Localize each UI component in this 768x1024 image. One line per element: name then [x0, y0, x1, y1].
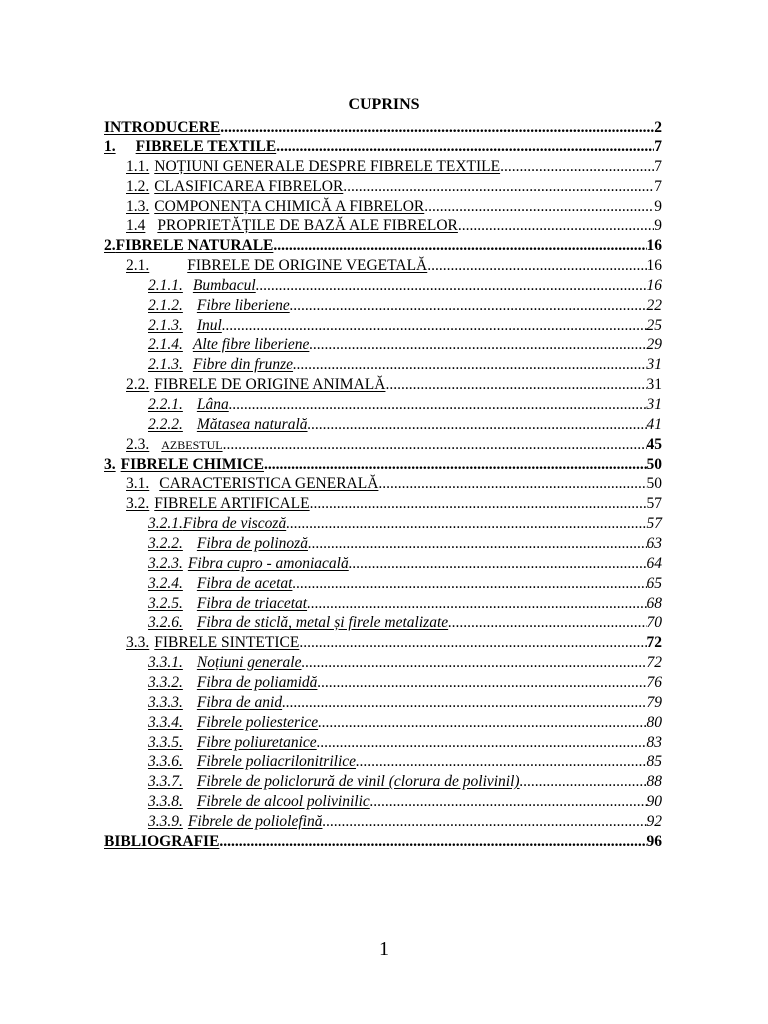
toc-entry-number: 3.3.9. — [148, 813, 183, 830]
toc-entry-section-1-1[interactable] — [126, 157, 662, 177]
dot-leader — [219, 832, 646, 852]
toc-entry-title: 2.1.3. Fibre din frunze — [148, 356, 294, 373]
toc-entry-chapter-2[interactable] — [104, 236, 662, 256]
toc-entry-number: 3.2.3. — [148, 555, 183, 572]
toc-entry-section-1-3[interactable] — [126, 197, 662, 217]
dot-leader — [427, 256, 646, 276]
toc-entry-subsection-3-3-2[interactable] — [148, 673, 662, 693]
dot-leader — [293, 355, 646, 375]
toc-entry-title: 1.4 PROPRIETĂȚILE DE BAZĂ ALE FIBRELOR — [126, 217, 458, 234]
dot-leader — [302, 653, 647, 673]
dot-leader — [370, 792, 647, 812]
toc-entry-number: 3.2. — [126, 495, 150, 512]
toc-entry-number: 3.2.6. — [148, 614, 183, 631]
toc-entry-title: 1.3. COMPONENȚA CHIMICĂ A FIBRELOR — [126, 198, 425, 215]
toc-entry-page: 16 — [646, 257, 662, 274]
toc-entry-subsection-3-3-4[interactable] — [148, 713, 662, 733]
toc-entry-title: 2.1.3. Inul — [148, 317, 222, 334]
toc-entry-page: 72 — [646, 654, 662, 671]
dot-leader — [448, 613, 646, 633]
toc-entry-section-2-2[interactable] — [126, 375, 662, 395]
toc-entry-number: 2.2.1. — [148, 396, 183, 413]
toc-entry-subsection-3-2-1[interactable] — [148, 514, 662, 534]
toc-entry-page: 80 — [646, 714, 662, 731]
toc-entry-page: 16 — [646, 277, 662, 294]
toc-entry-subsection-3-2-6[interactable] — [148, 613, 662, 633]
toc-entry-page: 9 — [654, 198, 662, 215]
toc-entry-number: 2. — [104, 237, 116, 254]
page-number: 1 — [379, 938, 389, 960]
toc-entry-number: 3.3.4. — [148, 714, 183, 731]
toc-entry-page: 29 — [646, 336, 662, 353]
toc-entry-page: 7 — [654, 178, 662, 195]
toc-entry-number: 3.3.3. — [148, 694, 183, 711]
dot-leader — [458, 216, 654, 236]
toc-entry-title: INTRODUCERE — [104, 119, 221, 136]
toc-entry-page: 2 — [654, 119, 662, 136]
toc-entry-page: 68 — [646, 595, 662, 612]
toc-entry-subsection-3-3-7[interactable] — [148, 772, 662, 792]
dot-leader — [356, 752, 646, 772]
toc-entry-page: 7 — [654, 158, 662, 175]
toc-entry-page: 22 — [646, 297, 662, 314]
toc-entry-number: 1. — [104, 138, 116, 155]
toc-entry-page: 16 — [646, 237, 662, 254]
toc-entry-number: 1.1. — [126, 158, 150, 175]
toc-entry-page: 70 — [646, 614, 662, 631]
toc-entry-section-3-3[interactable] — [126, 633, 662, 653]
toc-entry-title: 3.3.7. Fibrele de policlorură de vinil (clorura de polivinil) — [148, 773, 520, 790]
toc-entry-subsection-2-1-3[interactable] — [148, 316, 662, 336]
toc-entry-subsection-2-2-2[interactable] — [148, 415, 662, 435]
toc-entry-subsection-2-1-5[interactable] — [148, 355, 662, 375]
toc-entry-number: 3.3.6. — [148, 753, 183, 770]
toc-entry-subsection-2-1-1[interactable] — [148, 276, 662, 296]
toc-entry-subsection-3-3-3[interactable] — [148, 693, 662, 713]
dot-leader — [256, 276, 647, 296]
toc-entry-number: 2.2.2. — [148, 416, 183, 433]
toc-entry-title: BIBLIOGRAFIE — [104, 833, 220, 850]
toc-entry-subsection-3-2-2[interactable] — [148, 534, 662, 554]
toc-entry-title: 3.3. FIBRELE SINTETICE — [126, 634, 300, 651]
toc-entry-chapter-1[interactable] — [104, 137, 662, 157]
toc-entry-page: 41 — [646, 416, 662, 433]
toc-entry-page: 50 — [646, 456, 662, 473]
dot-leader — [310, 494, 647, 514]
dot-leader — [343, 177, 654, 197]
toc-entry-section-1-2[interactable] — [126, 177, 662, 197]
toc-entry-number: 2.1.4. — [148, 336, 183, 353]
dot-leader — [229, 395, 647, 415]
toc-entry-subsection-3-2-5[interactable] — [148, 594, 662, 614]
toc-entry-page: 31 — [646, 396, 662, 413]
toc-entry-page: 9 — [654, 217, 662, 234]
toc-entry-title: 3.3.9. Fibrele de poliolefină — [148, 813, 323, 830]
toc-entry-title: 3.2.5. Fibra de triacetat — [148, 595, 308, 612]
dot-leader — [282, 693, 646, 713]
toc-entry-subsection-2-2-1[interactable] — [148, 395, 662, 415]
toc-entry-subsection-3-3-5[interactable] — [148, 733, 662, 753]
dot-leader — [322, 812, 646, 832]
toc-entry-page: 31 — [646, 376, 662, 393]
toc-entry-number: 2.1.3. — [148, 317, 183, 334]
toc-entry-number: 2.1.3. — [148, 356, 183, 373]
toc-entry-subsection-3-3-6[interactable] — [148, 752, 662, 772]
toc-entry-title: 1. FIBRELE TEXTILE — [104, 138, 277, 155]
toc-entry-number: 2.1.1. — [148, 277, 183, 294]
toc-entry-number: 1.4 — [126, 217, 146, 234]
toc-entry-subsection-3-3-9[interactable] — [148, 812, 662, 832]
toc-entry-title: 3. FIBRELE CHIMICE — [104, 456, 265, 473]
toc-entry-section-2-3[interactable] — [126, 435, 662, 455]
toc-entry-title: 3.2. FIBRELE ARTIFICALE — [126, 495, 310, 512]
toc-entry-number: 3.3.5. — [148, 734, 183, 751]
toc-entry-title: 3.3.1. Noțiuni generale — [148, 654, 302, 671]
toc-entry-subsection-2-1-2[interactable] — [148, 296, 662, 316]
dot-leader — [220, 118, 654, 138]
toc-entry-page: 76 — [646, 674, 662, 691]
toc-entry-section-2-1[interactable] — [126, 256, 662, 276]
toc-entry-number: 3.3.8. — [148, 793, 183, 810]
toc-entry-number: 3.3. — [126, 634, 150, 651]
toc-entry-number: 3.3.2. — [148, 674, 183, 691]
toc-entry-page: 92 — [646, 813, 662, 830]
toc-entry-subsection-2-1-4[interactable] — [148, 335, 662, 355]
toc-entry-title: 2.1.4. Alte fibre liberiene — [148, 336, 310, 353]
toc-entry-title: 3.2.4. Fibra de acetat — [148, 575, 293, 592]
toc-entry-section-3-2[interactable] — [126, 494, 662, 514]
dot-leader — [286, 514, 646, 534]
dot-leader — [309, 335, 646, 355]
dot-leader — [317, 733, 647, 753]
toc-entry-title: 3.3.3. Fibra de anid — [148, 694, 283, 711]
dot-leader — [307, 594, 646, 614]
dot-leader — [290, 296, 647, 316]
toc-entry-title: 2.1.2. Fibre liberiene — [148, 297, 290, 314]
toc-entry-title: 2.1.1. Bumbacul — [148, 277, 256, 294]
toc-entry-page: 83 — [646, 734, 662, 751]
toc-entry-subsection-3-2-4[interactable] — [148, 574, 662, 594]
toc-entry-section-3-1[interactable] — [126, 474, 662, 494]
toc-entry-number: 3.2.2. — [148, 535, 183, 552]
dot-leader — [317, 673, 646, 693]
dot-leader — [308, 415, 647, 435]
toc-entry-subsection-3-2-3[interactable] — [148, 554, 662, 574]
toc-entry-title: 1.1. NOȚIUNI GENERALE DESPRE FIBRELE TEXTILE — [126, 158, 501, 175]
toc-entry-page: 31 — [646, 356, 662, 373]
toc-entry-chapter-3[interactable] — [104, 455, 662, 475]
toc-entry-bibliografie[interactable] — [104, 832, 662, 852]
dot-leader — [222, 316, 647, 336]
toc-entry-number: 3.2.5. — [148, 595, 183, 612]
dot-leader — [500, 157, 654, 177]
toc-entry-page: 85 — [646, 753, 662, 770]
toc-entry-number: 1.2. — [126, 178, 150, 195]
toc-entry-title: 1.2. CLASIFICAREA FIBRELOR — [126, 178, 344, 195]
toc-entry-page: 63 — [646, 535, 662, 552]
dot-leader — [292, 574, 646, 594]
toc-entry-number: 1.3. — [126, 198, 150, 215]
dot-leader — [299, 633, 646, 653]
toc-title: CUPRINS — [348, 96, 420, 113]
toc-entry-title: 3.3.4. Fibrele poliesterice — [148, 714, 319, 731]
toc-entry-title: 2.2.2. Mătasea naturală — [148, 416, 308, 433]
toc-entry-title: 3.2.1.Fibra de viscoză — [148, 515, 287, 532]
toc-entry-title: 3.2.2. Fibra de polinoză — [148, 535, 308, 552]
toc-entry-page: 57 — [646, 495, 662, 512]
dot-leader — [424, 197, 654, 217]
toc-entry-page: 7 — [654, 138, 662, 155]
dot-leader — [273, 236, 646, 256]
toc-entry-title: 3.3.8. Fibrele de alcool polivinilic — [148, 793, 370, 810]
dot-leader — [349, 554, 647, 574]
dot-leader — [520, 772, 647, 792]
toc-entry-subsection-3-3-8[interactable] — [148, 792, 662, 812]
toc-entry-number: 3.3.7. — [148, 773, 183, 790]
toc-entry-title: 3.3.2. Fibra de poliamidă — [148, 674, 318, 691]
toc-entry-page: 90 — [646, 793, 662, 810]
toc-entry-number: 2.1.2. — [148, 297, 183, 314]
toc-entry-page: 65 — [646, 575, 662, 592]
dot-leader — [276, 137, 654, 157]
toc-entry-page: 72 — [646, 634, 662, 651]
toc-entry-number: 3.1. — [126, 475, 150, 492]
toc-entry-page: 25 — [646, 317, 662, 334]
toc-entry-number: 2.2. — [126, 376, 150, 393]
toc-entry-title: 2.3. AZBESTUL — [126, 436, 223, 453]
toc-entry-page: 79 — [646, 694, 662, 711]
toc-entry-title: 3.3.5. Fibre poliuretanice — [148, 734, 317, 751]
toc-entry-number: 2.1. — [126, 257, 150, 274]
toc-entry-page: 88 — [646, 773, 662, 790]
dot-leader — [385, 375, 646, 395]
toc-entry-page: 45 — [646, 436, 662, 453]
toc-entry-title: 2.FIBRELE NATURALE — [104, 237, 274, 254]
toc-entry-page: 64 — [646, 555, 662, 572]
dot-leader — [308, 534, 647, 554]
dot-leader — [223, 435, 647, 455]
toc-entry-number: 3.2.4. — [148, 575, 183, 592]
dot-leader — [378, 474, 646, 494]
toc-entry-subsection-3-3-1[interactable] — [148, 653, 662, 673]
dot-leader — [318, 713, 646, 733]
toc-entry-introducere[interactable] — [104, 118, 662, 138]
toc-entry-page: 57 — [646, 515, 662, 532]
toc-entry-page: 96 — [646, 833, 662, 850]
toc-entry-title: 3.2.6. Fibra de sticlă, metal și firele metalizate — [148, 614, 449, 631]
toc-entry-number: 3. — [104, 456, 116, 473]
toc-entry-title: 2.2. FIBRELE DE ORIGINE ANIMALĂ — [126, 376, 386, 393]
toc-entry-number: 3.2.1. — [148, 515, 183, 532]
toc-entry-title: 3.1. CARACTERISTICA GENERALĂ — [126, 475, 379, 492]
toc-entry-title: 3.2.3. Fibra cupro - amoniacală — [148, 555, 349, 572]
toc-entry-number: 3.3.1. — [148, 654, 183, 671]
toc-entry-title: 2.1. FIBRELE DE ORIGINE VEGETALĂ — [126, 257, 428, 274]
toc-entry-title: 2.2.1. Lâna — [148, 396, 229, 413]
toc-entry-page: 50 — [646, 475, 662, 492]
toc-entry-title: 3.3.6. Fibrele poliacrilonitrilice — [148, 753, 357, 770]
toc-entry-number: 2.3. — [126, 436, 150, 453]
toc-entry-section-1-4[interactable] — [126, 216, 662, 236]
dot-leader — [264, 455, 646, 475]
